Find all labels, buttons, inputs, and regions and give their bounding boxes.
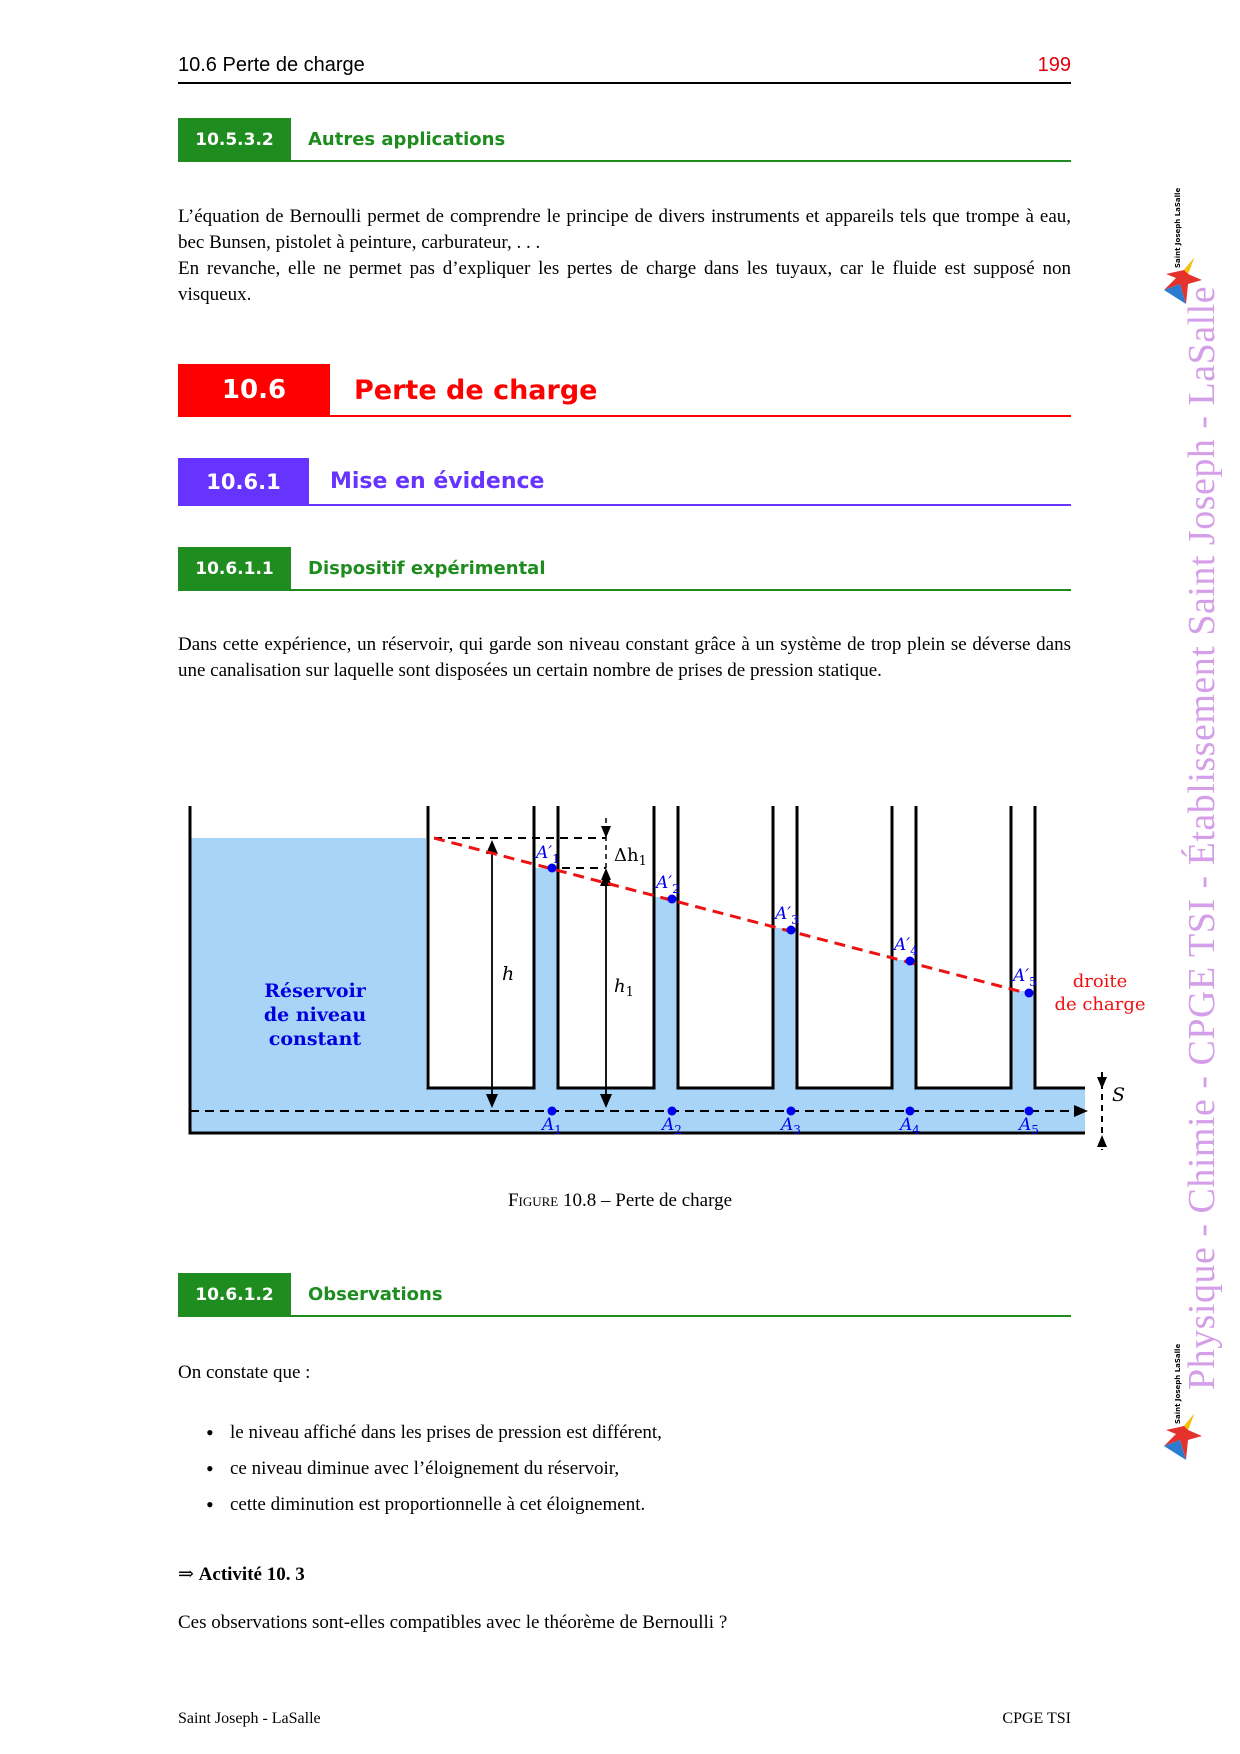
subsubsection-heading-observations xyxy=(178,1273,1071,1317)
observations-intro xyxy=(178,1360,1071,1386)
dispositif-text: Dans cette expérience, un réservoir, qui garde son niveau constant grâce à un système de trop plein se déverse dans une canalisation sur laquelle sont disposées un certain nombre de prises de pression statique. xyxy=(178,634,1071,681)
heading-number: 10.5.3.2 xyxy=(178,118,291,162)
reservoir-label-line-1: Réservoir xyxy=(264,980,366,1002)
heading-label: Observations xyxy=(308,1284,443,1305)
school-logo-bottom xyxy=(1158,1343,1208,1466)
droite-de-charge-label xyxy=(1054,971,1145,1015)
label-a-prime-1: $A'_1$ xyxy=(536,843,560,866)
tube-4-water xyxy=(892,960,916,1088)
tube-5-water xyxy=(1011,991,1035,1088)
segment-3-4 xyxy=(797,806,892,1088)
activite-question-text: Ces observations sont-elles compatibles avec le théorème de Bernoulli ? xyxy=(178,1612,728,1633)
subsection-title: Mise en évidence xyxy=(330,469,545,494)
figure-caption-prefix: Figure xyxy=(507,1190,559,1211)
label-a-4: $A_4$ xyxy=(900,1115,920,1137)
h1-label: $h_1$ xyxy=(614,976,634,1000)
section-s-label: S xyxy=(1112,1084,1126,1106)
heading-label: Dispositif expérimental xyxy=(308,558,546,579)
activite-title: Activité 10. 3 xyxy=(198,1564,305,1585)
list-item: • cette diminution est proportionnelle à cet éloignement. xyxy=(206,1487,662,1523)
segment-2-3 xyxy=(678,806,773,1088)
footer-left: Saint Joseph - LaSalle xyxy=(178,1710,321,1727)
heading-number: 10.6.1.2 xyxy=(178,1273,291,1317)
activite-question xyxy=(178,1610,1071,1636)
activite-arrow: ⇒ xyxy=(178,1564,194,1585)
section-title: Perte de charge xyxy=(354,375,598,406)
footer-right: CPGE TSI xyxy=(1002,1710,1071,1727)
observations-list xyxy=(206,1415,662,1523)
figure-caption xyxy=(0,1190,1240,1212)
heading-number: 10.6.1.1 xyxy=(178,547,291,591)
label-a-prime-5: $A'_5$ xyxy=(1013,966,1037,989)
h-label: h xyxy=(502,963,515,985)
list-item: • le niveau affiché dans les prises de pression est différent, xyxy=(206,1415,662,1451)
dh-arrow-top xyxy=(601,826,611,838)
droite-label-line-2: de charge xyxy=(1054,994,1146,1015)
logo-text: Saint Joseph LaSalle xyxy=(1174,1343,1182,1424)
reservoir-label xyxy=(264,980,367,1050)
intro-line-2: En revanche, elle ne permet pas d’expliquer les pertes de charge dans les tuyaux, car le fluide est supposé non visqueux. xyxy=(178,258,1071,305)
heading-label: Autres applications xyxy=(308,129,506,150)
label-a-5: $A_5$ xyxy=(1019,1115,1039,1137)
intro-line-1: L’équation de Bernoulli permet de comprendre le principe de divers instruments et appareils tels que trompe à eau, bec Bunsen, pistolet à peinture, carburateur, . . . xyxy=(178,206,1071,253)
droite-label-line-1: droite xyxy=(1072,971,1128,992)
label-a-prime-2: $A'_2$ xyxy=(656,873,680,896)
subsection-number: 10.6.1 xyxy=(178,458,309,506)
logo-text: Saint Joseph LaSalle xyxy=(1174,187,1182,268)
label-a-prime-3: $A'_3$ xyxy=(775,904,799,927)
reservoir-right-wall xyxy=(428,806,534,1088)
label-a-prime-4: $A'_4$ xyxy=(894,935,918,958)
activite-heading xyxy=(178,1562,1071,1588)
list-item: • ce niveau diminue avec l’éloignement du réservoir, xyxy=(206,1451,662,1487)
section-number: 10.6 xyxy=(178,364,330,417)
heading-rule xyxy=(178,1315,1071,1317)
charge-line-dashed xyxy=(434,838,1030,994)
sidebar-vertical-text: Physique - Chimie - CPGE TSI - Établissement Saint Joseph - LaSalle xyxy=(1181,285,1223,1390)
reservoir-label-line-3: constant xyxy=(268,1028,362,1050)
label-a-1: $A_1$ xyxy=(542,1115,562,1137)
figure-caption-text: 10.8 – Perte de charge xyxy=(558,1190,733,1211)
tube-3-water xyxy=(773,928,797,1088)
segment-4-5 xyxy=(916,806,1011,1088)
label-a-3: $A_3$ xyxy=(781,1115,801,1137)
section-s-arrow-bottom xyxy=(1097,1135,1107,1147)
section-s-arrow-top xyxy=(1097,1077,1107,1089)
point-a-prime-5 xyxy=(1025,989,1034,998)
page-number: 199 xyxy=(1037,54,1071,76)
tube-1-water xyxy=(534,868,558,1088)
label-a-2: $A_2$ xyxy=(662,1115,682,1137)
dh-label: $\Delta h_1$ xyxy=(614,845,647,869)
tube-2-water xyxy=(654,897,678,1088)
segment-5-end xyxy=(1035,806,1085,1088)
running-head-title: 10.6 Perte de charge xyxy=(178,54,365,76)
observations-intro-text: On constate que : xyxy=(178,1362,311,1383)
reservoir-label-line-2: de niveau xyxy=(263,1004,367,1026)
